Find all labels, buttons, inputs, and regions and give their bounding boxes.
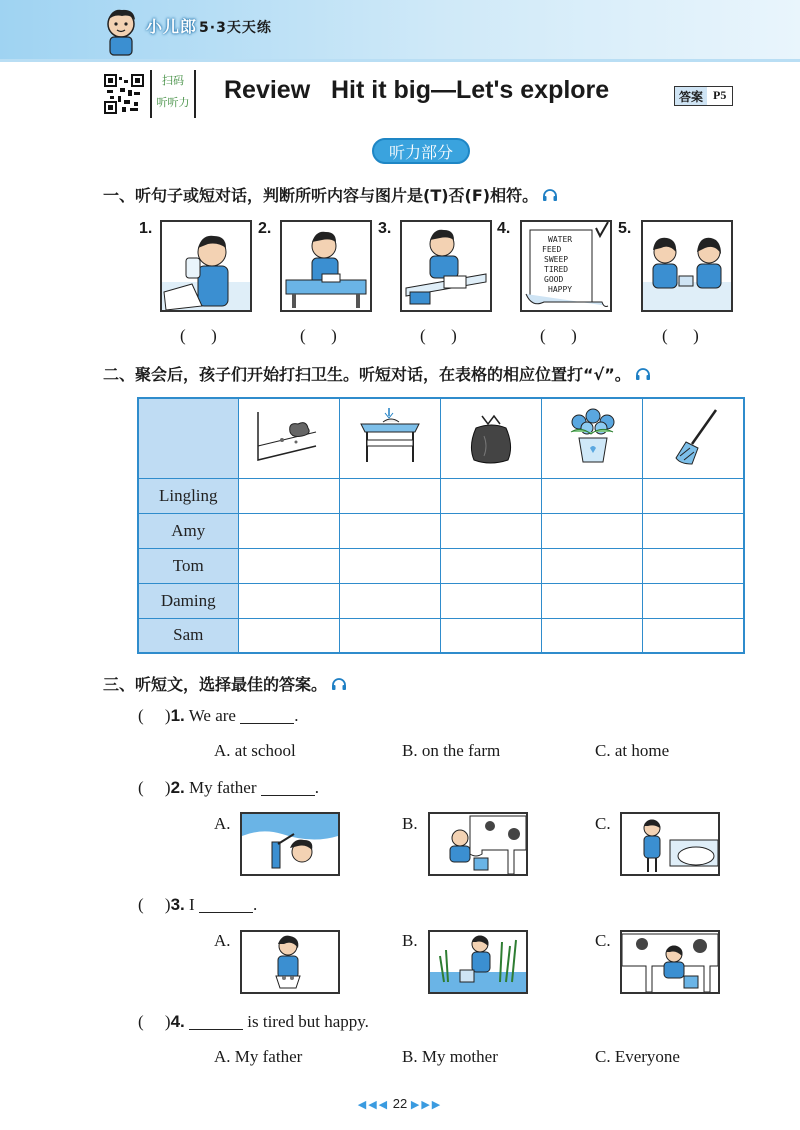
cleaning-chart-table: [137, 397, 745, 654]
check-cell[interactable]: [339, 478, 440, 513]
boy-mascot-icon: [100, 6, 142, 58]
page-title: Review Hit it big—Let's explore: [224, 76, 610, 104]
student-name: Sam: [138, 618, 238, 653]
question-2: ( )2. My father .: [138, 778, 320, 797]
question-4: ( )4. is tired but happy.: [138, 1012, 369, 1031]
q2-option-c-label[interactable]: C.: [595, 814, 611, 833]
answer-paren[interactable]: ( ): [138, 1012, 171, 1031]
check-cell[interactable]: [238, 583, 339, 618]
p1-number: 3.: [378, 220, 392, 237]
svg-text:GOOD: GOOD: [544, 275, 564, 284]
q4-option-c[interactable]: C. Everyone: [595, 1047, 680, 1066]
prev-arrows-icon[interactable]: ◀◀◀: [357, 1099, 390, 1111]
check-cell[interactable]: [541, 583, 642, 618]
next-arrows-icon[interactable]: ▶▶▶: [410, 1099, 443, 1111]
part2-heading: 二、聚会后，孩子们开始打扫卫生。听短对话，在表格的相应位置打“√”。: [103, 362, 651, 385]
check-cell[interactable]: [339, 583, 440, 618]
headphones-icon: [331, 677, 347, 691]
wipe-floor-icon: [238, 398, 339, 478]
milking-cow-picture-2[interactable]: [620, 930, 720, 994]
boy-cleaning-desk-picture: [280, 220, 372, 312]
check-cell[interactable]: [238, 478, 339, 513]
answer-blank[interactable]: [261, 780, 315, 796]
q4-option-b[interactable]: B. My mother: [402, 1047, 498, 1066]
rubbish-bag-icon: [440, 398, 541, 478]
check-cell[interactable]: [642, 548, 744, 583]
answer-page-badge: 答案 P5: [674, 86, 733, 106]
headphones-icon: [542, 188, 558, 202]
q1-option-c[interactable]: C. at home: [595, 741, 670, 760]
listening-section-label: 听力部分: [372, 138, 470, 164]
q3-option-a-label[interactable]: A.: [214, 931, 231, 950]
check-cell[interactable]: [642, 513, 744, 548]
check-cell[interactable]: [440, 618, 541, 653]
check-cell[interactable]: [339, 513, 440, 548]
answer-blank[interactable]: [189, 1014, 243, 1030]
check-cell[interactable]: [642, 618, 744, 653]
check-cell[interactable]: [541, 548, 642, 583]
boy-doing-homework-picture: [400, 220, 492, 312]
svg-text:TIRED: TIRED: [544, 265, 569, 274]
check-cell[interactable]: [541, 478, 642, 513]
check-cell[interactable]: [642, 583, 744, 618]
check-cell[interactable]: [238, 513, 339, 548]
q2-option-b-label[interactable]: B.: [402, 814, 418, 833]
student-name: Lingling: [138, 478, 238, 513]
student-name: Daming: [138, 583, 238, 618]
page-number: 22: [392, 1096, 408, 1111]
answer-paren[interactable]: ( ): [138, 778, 171, 797]
p1-number: 2.: [258, 220, 272, 237]
q3-option-b-label[interactable]: B.: [402, 931, 418, 950]
svg-text:WATER: WATER: [548, 235, 573, 244]
check-cell[interactable]: [238, 618, 339, 653]
answer-paren[interactable]: ( ): [138, 895, 171, 914]
student-name: Tom: [138, 548, 238, 583]
part3-heading: 三、听短文，选择最佳的答案。: [103, 672, 347, 695]
check-cell[interactable]: [642, 478, 744, 513]
picking-fruit-picture[interactable]: [240, 812, 340, 876]
p1-number: 1.: [139, 220, 153, 237]
qr-code-icon[interactable]: [104, 74, 144, 114]
feeding-pigs-picture[interactable]: [620, 812, 720, 876]
answer-blank[interactable]: [240, 708, 294, 724]
check-cell[interactable]: [238, 548, 339, 583]
check-cell[interactable]: [339, 548, 440, 583]
svg-text:SWEEP: SWEEP: [544, 255, 569, 264]
flower-pot-icon: [541, 398, 642, 478]
watering-plants-picture[interactable]: [428, 930, 528, 994]
svg-text:HAPPY: HAPPY: [548, 285, 573, 294]
question-3: ( )3. I .: [138, 895, 258, 914]
clean-desk-icon: [339, 398, 440, 478]
svg-text:FEED: FEED: [542, 245, 562, 254]
check-cell[interactable]: [440, 583, 541, 618]
check-cell[interactable]: [440, 478, 541, 513]
answer-paren[interactable]: ( ): [540, 326, 577, 345]
word-list-picture: [520, 220, 612, 312]
q2-option-a-label[interactable]: A.: [214, 814, 231, 833]
q3-option-c-label[interactable]: C.: [595, 931, 611, 950]
answer-paren[interactable]: ( ): [420, 326, 457, 345]
answer-blank[interactable]: [199, 897, 253, 913]
answer-paren[interactable]: ( ): [300, 326, 337, 345]
headphones-icon: [635, 367, 651, 381]
boy-drinking-milk-picture: [160, 220, 252, 312]
check-cell[interactable]: [440, 513, 541, 548]
check-cell[interactable]: [339, 618, 440, 653]
check-cell[interactable]: [541, 513, 642, 548]
q1-option-a[interactable]: A. at school: [214, 741, 296, 760]
answer-paren[interactable]: ( ): [138, 706, 171, 725]
q4-option-a[interactable]: A. My father: [214, 1047, 303, 1066]
student-name: Amy: [138, 513, 238, 548]
p1-number: 4.: [497, 220, 511, 237]
answer-paren[interactable]: ( ): [180, 326, 217, 345]
question-1: ( )1. We are .: [138, 706, 299, 725]
two-girls-picture: [641, 220, 733, 312]
check-cell[interactable]: [541, 618, 642, 653]
girl-with-basket-picture[interactable]: [240, 930, 340, 994]
table-corner: [138, 398, 238, 478]
check-cell[interactable]: [440, 548, 541, 583]
answer-paren[interactable]: ( ): [662, 326, 699, 345]
scan-to-listen-label: 扫码 听听力: [150, 70, 196, 118]
part1-heading: 一、听句子或短对话，判断所听内容与图片是(T)否(F)相符。: [103, 183, 558, 206]
milking-cow-picture[interactable]: [428, 812, 528, 876]
q1-option-b[interactable]: B. on the farm: [402, 741, 501, 760]
broom-icon: [642, 398, 744, 478]
p1-number: 5.: [618, 220, 632, 237]
brand-logo: 小儿郎 5·3天天练: [146, 17, 272, 36]
page-footer: [0, 1096, 800, 1111]
